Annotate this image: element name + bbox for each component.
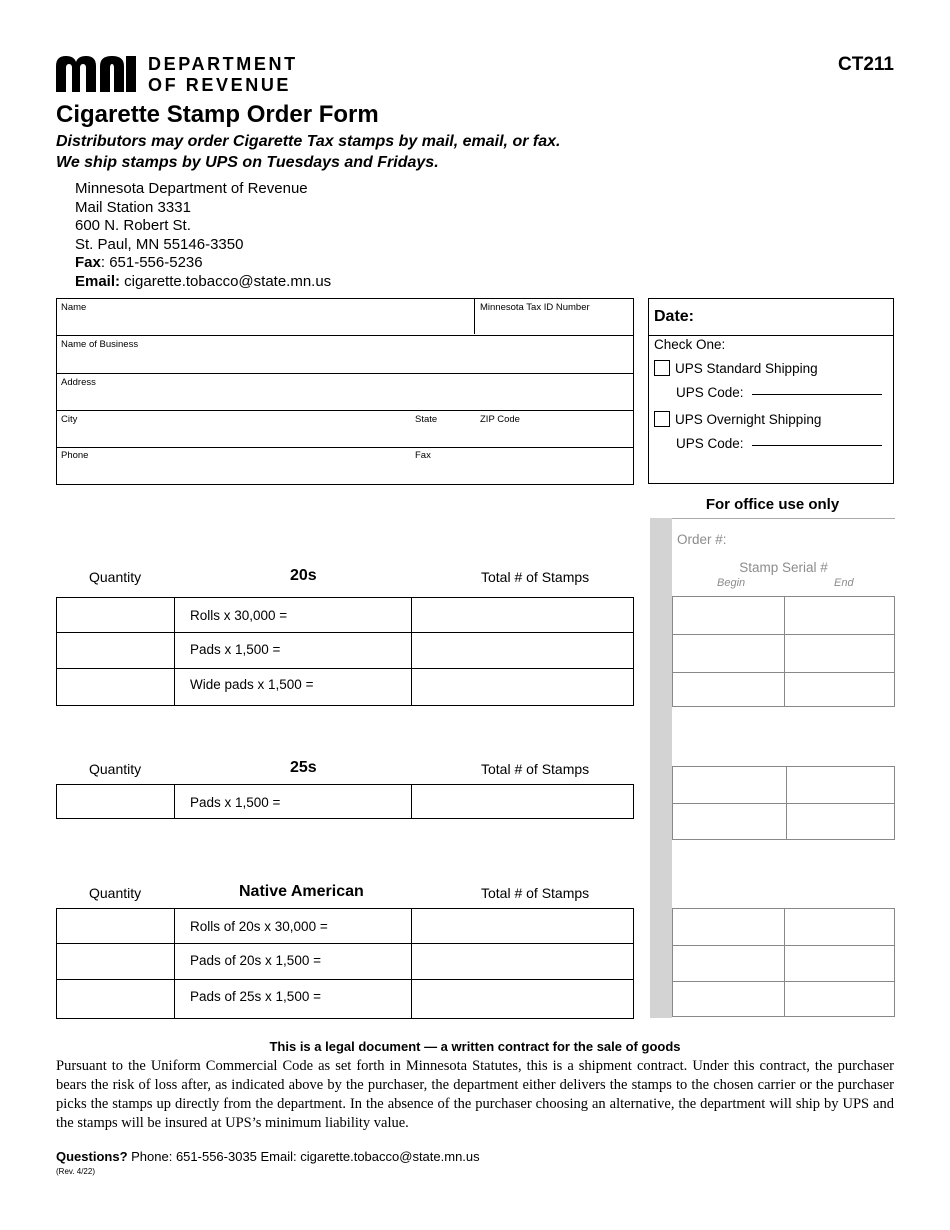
fax-field[interactable]: Fax (415, 450, 431, 461)
legal-heading: This is a legal document — a written contract for the sale of goods (269, 1039, 681, 1054)
serial-begin-label: Begin (717, 577, 746, 589)
serial-end-label: End (834, 577, 854, 589)
office-use-title: For office use only (705, 496, 840, 513)
check-one-label: Check One: (654, 337, 726, 352)
city-field[interactable]: City (61, 414, 78, 425)
business-name-field[interactable]: Name of Business (61, 339, 139, 350)
ups-code-label: UPS Code: (676, 436, 744, 451)
section-title-25s: 25s (290, 759, 317, 776)
name-field[interactable]: Name (61, 302, 87, 313)
ups-overnight-checkbox[interactable] (654, 411, 670, 427)
table-20s (56, 597, 634, 706)
revision-date: (Rev. 4/22) (56, 1167, 95, 1176)
department-name: DEPARTMENT OF REVENUE (148, 54, 298, 95)
form-code: CT211 (838, 54, 894, 75)
row-label: Wide pads x 1,500 = (190, 677, 314, 692)
subtitle-ordering: Distributors may order Cigarette Tax stamps by mail, email, or fax. (56, 133, 561, 150)
questions-footer: Questions? Phone: 651-556-3035 Email: cigarette.tobacco@state.mn.us (56, 1149, 480, 1164)
serial-grid-20s[interactable] (672, 596, 895, 707)
row-label: Pads x 1,500 = (190, 795, 281, 810)
mailing-address: Minnesota Department of Revenue Mail Station 3331 600 N. Robert St. St. Paul, MN 55146-3350 Fax: 651-556-5236 Email: cigarette.tobacco@state.mn.us (75, 180, 332, 290)
shipping-box (648, 298, 894, 484)
serial-grid-native[interactable] (672, 908, 895, 1017)
email-link[interactable]: cigarette.tobacco@state.mn.us (120, 272, 332, 290)
office-use-bar (650, 518, 672, 1018)
date-field[interactable]: Date: (654, 308, 695, 325)
ups-standard-code-input[interactable] (752, 394, 882, 395)
serial-grid-25s[interactable] (672, 766, 895, 840)
quantity-header: Quantity (89, 885, 142, 901)
table-25s (56, 784, 634, 819)
total-header: Total # of Stamps (481, 885, 590, 901)
quantity-header: Quantity (89, 569, 142, 585)
mn-logo (56, 56, 136, 92)
ups-overnight-label: UPS Overnight Shipping (675, 412, 822, 427)
row-label: Rolls of 20s x 30,000 = (190, 919, 328, 934)
section-title-native: Native American (239, 883, 364, 900)
page-title: Cigarette Stamp Order Form (56, 101, 379, 128)
subtitle-shipping: We ship stamps by UPS on Tuesdays and Fridays. (56, 154, 439, 171)
total-header: Total # of Stamps (481, 569, 590, 585)
address-field[interactable]: Address (61, 377, 96, 388)
customer-info-box (56, 298, 634, 485)
state-field[interactable]: State (415, 414, 438, 425)
row-label: Rolls x 30,000 = (190, 608, 288, 623)
ups-overnight-code-input[interactable] (752, 445, 882, 446)
stamp-serial-label: Stamp Serial # (739, 560, 828, 575)
section-title-20s: 20s (290, 567, 317, 584)
row-label: Pads of 25s x 1,500 = (190, 989, 321, 1004)
order-number-field[interactable]: Order #: (677, 532, 727, 547)
total-header: Total # of Stamps (481, 761, 590, 777)
ups-standard-label: UPS Standard Shipping (675, 361, 818, 376)
ups-code-label: UPS Code: (676, 385, 744, 400)
ups-standard-checkbox[interactable] (654, 360, 670, 376)
row-label: Pads x 1,500 = (190, 642, 281, 657)
quantity-header: Quantity (89, 761, 142, 777)
tax-id-field[interactable]: Minnesota Tax ID Number (480, 302, 590, 313)
zip-field[interactable]: ZIP Code (480, 414, 520, 425)
phone-field[interactable]: Phone (61, 450, 89, 461)
table-native (56, 908, 634, 1019)
row-label: Pads of 20s x 1,500 = (190, 953, 321, 968)
legal-text: Pursuant to the Uniform Commercial Code as set forth in Minnesota Statutes, this is a shipment contract. Under this contract, the purchaser bears the risk of loss after, as indicated above by the purchaser, the department either delivers the stamps to the chosen carrier or the purchaser picks the stamps up directly from the department. In the absence of the purchaser choosing an alternative, the department will ship by UPS and the stamps will be insured at UPS’s minimum liability value. (56, 1058, 894, 1131)
